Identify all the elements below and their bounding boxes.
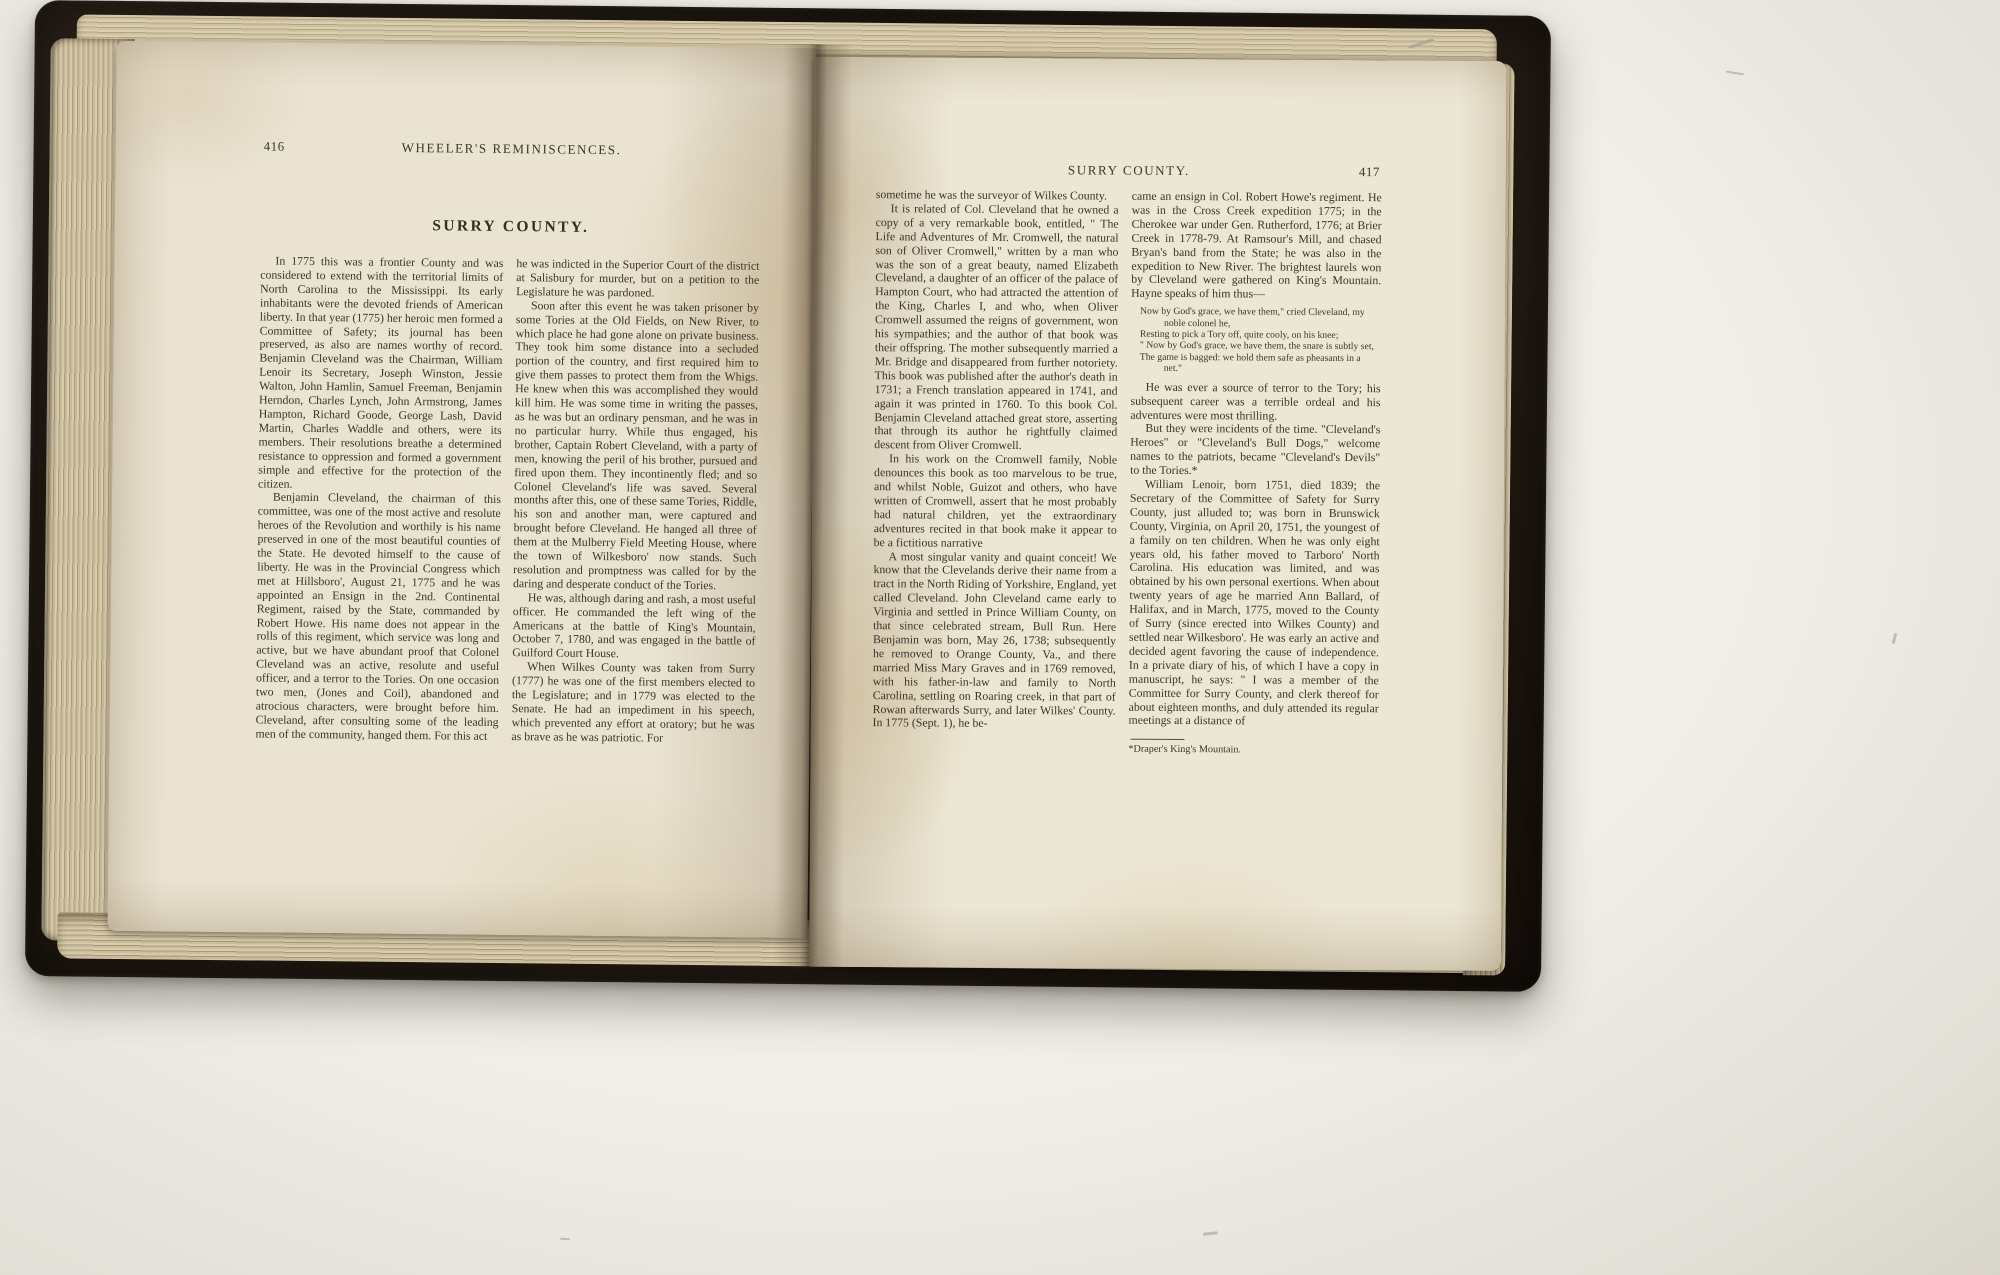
photo-speck — [1726, 71, 1744, 76]
paragraph: he was indicted in the Superior Court of the district at Salisbury for murder, but on a petition to the Legislature he was pardoned. — [516, 256, 760, 300]
paragraph: He was ever a source of terror to the Tory; his subsequent career was a terrible ordeal and his adventures were most thrilling. — [1130, 379, 1381, 423]
photo-speck — [1203, 1231, 1218, 1236]
paragraph: William Lenoir, born 1751, died 1839; the Secretary of the Committee of Safety for Surry County, just alluded to; was born in Brunswick County, Virginia, on April 20, 1751, the youngest of a family on ten children. When he was only eight years old, his father moved to Tarboro' North Carolina. His education was limited, and was obtained by his own personal exertions. When about twenty years of age he married Ann Ballard, of Halifax, and in March, 1775, moved to the County of Surry (since erected into Wilkes County) and settled near Wilkesboro'. He was early an active and decided agent favoring the cause of independence. In a private diary of his, of which I have a copy in manuscript, he says: " I was a member of the Committee for Surry County, and clerk thereof for about eighteen months, and duly attended its regular meetings at a distance of — [1128, 476, 1381, 728]
right-page-header — [876, 161, 1382, 181]
paragraph: came an ensign in Col. Robert Howe's regiment. He was in the Cross Creek expedition 1775; in the Cherokee war under Gen. Rutherford, 1776; at Brier Creek in 1778-79. At Ramsour's Mill, and chased Bryan's band from the State; he was also in the expedition to New River. The brightest laurels won by Cleveland were gathered on King's Mountain. Hayne speaks of him thus— — [1131, 188, 1382, 301]
right-page-column-1 — [872, 188, 1118, 756]
page-number: 417 — [1358, 164, 1380, 180]
running-header: SURRY COUNTY. — [1067, 162, 1190, 179]
left-page-header — [262, 138, 762, 160]
footnote-rule — [1130, 739, 1184, 740]
open-book — [25, 0, 1551, 992]
paragraph: Soon after this event he was taken prisoner by some Tories at the Old Fields, on New River, to which place he had gone alone on private business. They took him some distance into a secluded portion of the country, and first required him to give them passes to protect them from the Whigs. He knew when this was accomplished they would kill him. He was some time in writing the passes, as he was but an ordinary pensman, and he was in no particular hurry. While thus engaged, his brother, Captain Robert Cleveland, with a party of men, knowing the peril of his brother, pursued and fired upon them. They incontinently fled; and so Colonel Cleveland's life was saved. Several months after this, one of these same Tories, Riddle, his son and another man, were captured and brought before Cleveland. He hanged all three of them at the Mulberry Field Meeting House, where the town of Wilkesboro' now stands. Such resolution and promptness was called for by the daring and desperate conduct of the Tories. — [513, 298, 760, 593]
right-page-columns — [872, 188, 1381, 757]
paragraph: sometime he was the surveyor of Wilkes County. — [875, 187, 1107, 203]
paragraph: When Wilkes County was taken from Surry (1777) he was one of the first members elected to the Legislature; and in 1779 was elected to the Senate. He had an impediment in his speech, which prevented any effort at oratory; but he was as brave as he was patriotic. For — [511, 659, 756, 745]
paragraph: It is related of Col. Cleveland that he owned a copy of a very remarkable book, entitled, " The Life and Adventures of Mr. Cromwell, the natural son of Oliver Cromwell," written by a man who was the son of a great beauty, named Elizabeth Cleveland, a daughter of an officer of the palace of Hampton Court, who had attracted the attention of the King, Charles I, and who, when Oliver Cromwell assumed the reigns of government, won his sympathies; and the author of that book was their offspring. The mother subsequently married a Mr. Bridge and disappeared from further notoriety. This book was published after the author's death in 1731; a French translation appeared in 1741, and again it was printed in 1760. To this book Col. Benjamin Cleveland attached great store, asserting that through its author he rightfully claimed descent from Oliver Cromwell. — [874, 201, 1119, 453]
paragraph: Benjamin Cleveland, the chairman of this committee, was one of the most active and resolute heroes of the Revolution and worthily is his name preserved in one of the most beautiful counties of the State. He devoted himself to the cause of liberty. He was in the Provincial Congress which met at Hillsboro', August 21, 1775 and he was appointed an Ensign in the 2nd. Continental Regiment, raised by the State, commanded by Robert Howe. His name does not appear in the rolls of this regiment, which service was long and active, but we have abundant proof that Colonel Cleveland was an active, resolute and useful officer, and a terror to the Tories. On one occasion two men, (Jones and Coil), abandoned and atrocious characters, were brought before him. Cleveland, after consulting some of the leading men of the community, hanged them. For this act — [255, 490, 502, 743]
page-number: 416 — [263, 138, 285, 154]
photo-speck — [560, 1238, 570, 1241]
footnote: *Draper's King's Mountain. — [1128, 744, 1242, 756]
left-page — [107, 41, 816, 938]
right-page-column-2 — [1128, 190, 1381, 758]
verse-line: The game is bagged: we hold them safe as pheasants in a net." — [1139, 351, 1361, 375]
left-page-content — [255, 138, 761, 746]
paragraph: He was, although daring and rash, a most useful officer. He commanded the left wing of the Americans at the battle of King's Mountain, October 7, 1780, and was engaged in the battle of Guilford Court House. — [512, 590, 756, 661]
verse-quote — [1134, 306, 1381, 376]
section-title: SURRY COUNTY. — [432, 217, 590, 236]
verse-line: Resting to pick a Tory off, quite cooly, on his knee; — [1139, 328, 1339, 342]
paragraph: A most singular vanity and quaint conceit! We know that the Clevelands derive their name from a tract in the North Riding of Yorkshire, England, yet called Cleveland. John Cleveland came early to Virginia and settled in Prince William County, on that since celebrated stream, Bull Run. Here Benjamin was born, May 26, 1738; subsequently he removed to Orange County, Va., and there married Miss Mary Graves and in 1769 removed, with his father-in-law and family to North Carolina, settling on Roaring creek, in that part of Rowan afterwards Surry, and later Wilkes' County. In 1775 (Sept. 1), he be- — [872, 548, 1117, 731]
left-page-column-2 — [511, 257, 759, 746]
right-page-content — [872, 161, 1382, 757]
photo-speck — [1892, 633, 1898, 644]
paragraph: In his work on the Cromwell family, Noble denounces this book as too marvelous to be true, and whilst Noble, Guizot and others, who have written of Cromwell, assert that he most probably had natural children, yet the extraordinary adventures recited in that book make it appear to be a fictitious narrative — [873, 451, 1118, 550]
left-page-columns — [255, 254, 760, 746]
paragraph: But they were incidents of the time. "Cleveland's Heroes" or "Cleveland's Bull Dogs," welcome names to the patriots, became "Cleveland's Devils" to the Tories.* — [1130, 421, 1381, 478]
verse-line: Now by God's grace, we have them," cried Cleveland, my noble colonel he, — [1140, 306, 1365, 329]
right-page — [809, 57, 1507, 971]
paragraph: In 1775 this was a frontier County and was considered to extend with the territorial limits of North Carolina to the Mississippi. Its early inhabitants were the devoted friends of American liberty. In that year (1775) her heroic men formed a Committee of Safety; its journal has been preserved, as also are names worthy of record. Benjamin Cleveland was the Chairman, William Lenoir its Secretary, Joseph Winston, Jessie Walton, John Hamlin, Samuel Freeman, Benjamin Herndon, Charles Lynch, John Armstrong, James Hampton, Richard Goode, George Lash, David Martin, Charles Waddle and others, were its members. Their resolutions breathe a determined resistance to oppression and formed a government simple and effective for the protection of the citizen. — [258, 253, 504, 491]
running-header: WHEELER'S REMINISCENCES. — [401, 139, 622, 158]
verse-line: " Now by God's grace, we have them, the snare is subtly set, — [1139, 340, 1374, 353]
left-page-column-1 — [255, 254, 503, 743]
